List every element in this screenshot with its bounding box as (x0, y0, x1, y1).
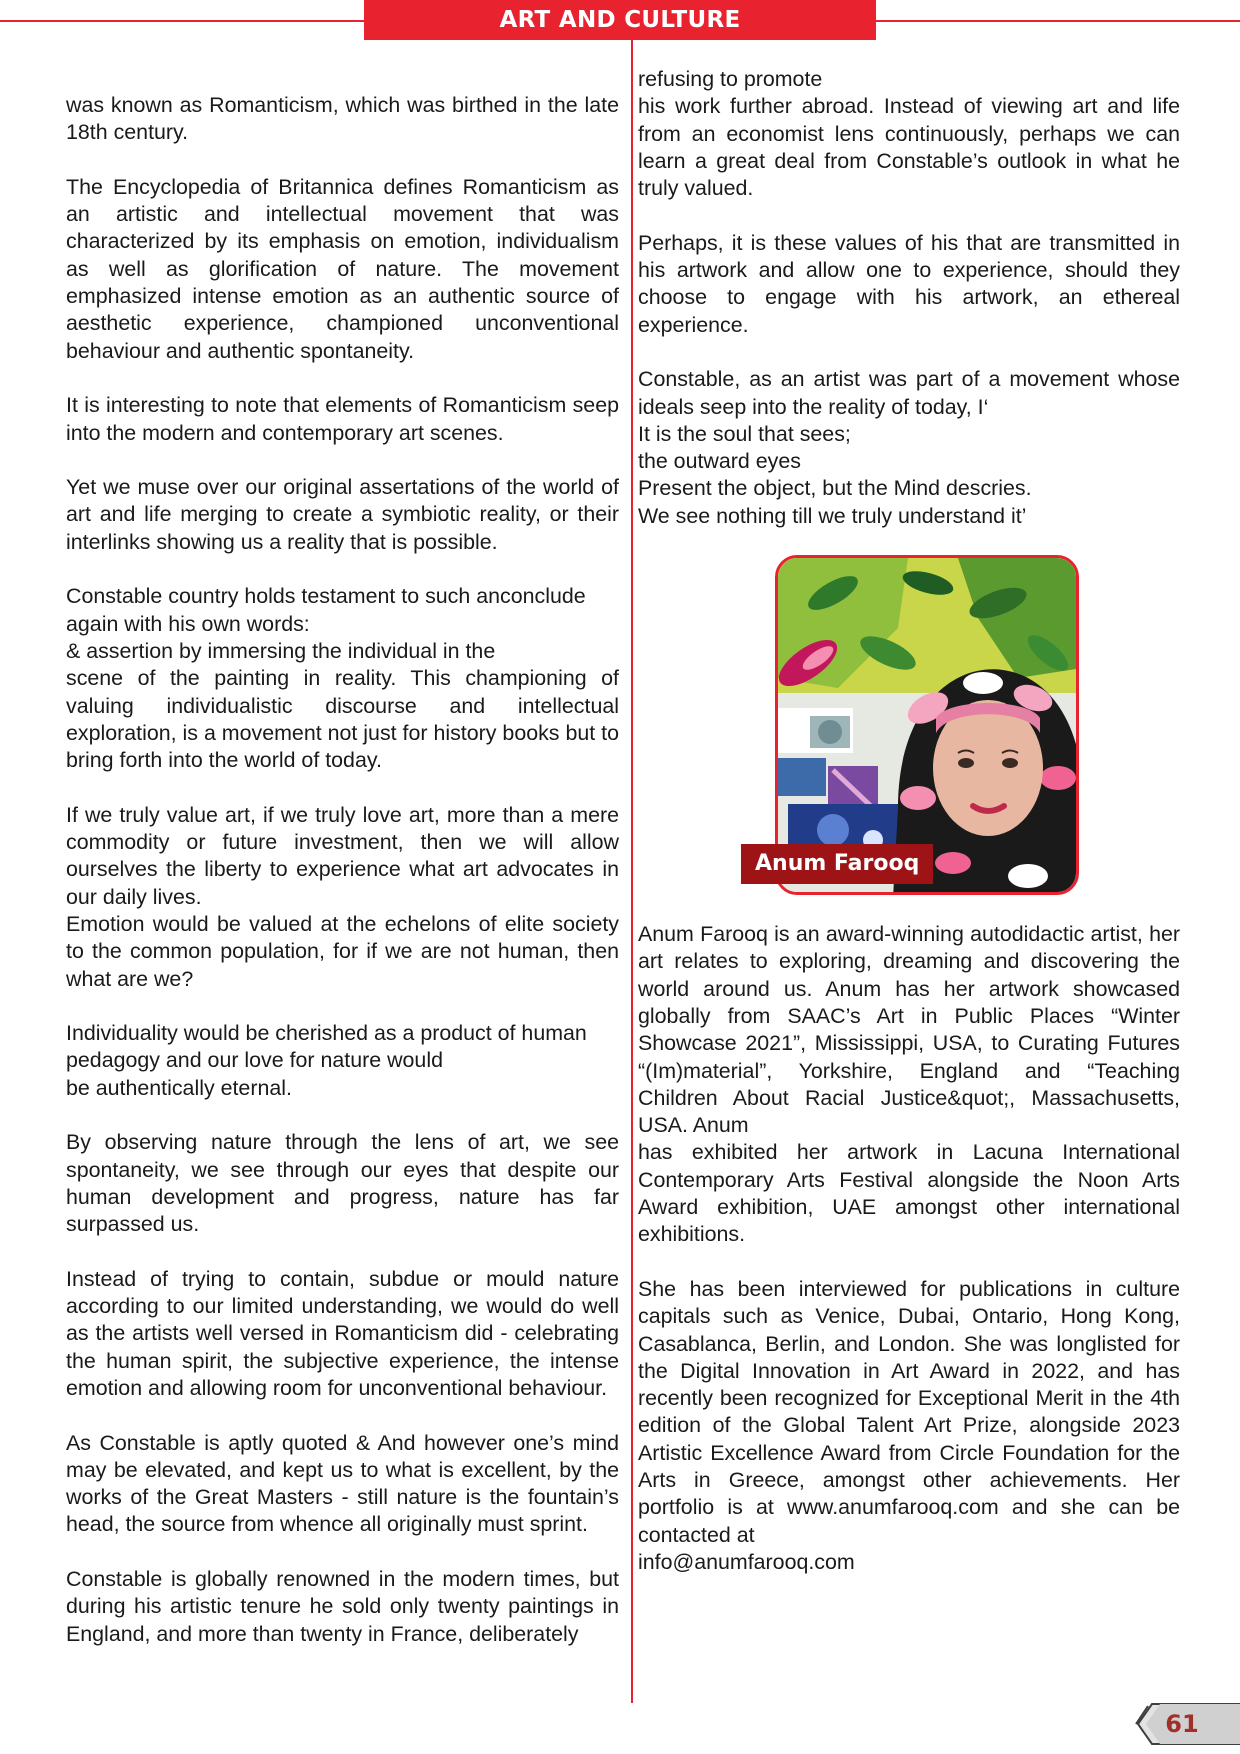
paragraph: If we truly value art, if we truly love art, more than a mere commodity or future investment, then we will allow ourselves the liberty to experience what art advocates in our daily lives. (66, 802, 619, 909)
paragraph: Constable country holds testament to such anconclude again with his own words: (66, 584, 586, 636)
author-photo-block (638, 530, 1180, 895)
paragraph: Constable is globally renowned in the modern times, but during his artistic tenure he sold only twenty paintings in England, and more than twenty in France, deliberately (66, 1567, 619, 1646)
poem-line: It is the soul that sees; (638, 421, 851, 446)
paragraph: Yet we muse over our original assertations of the world of art and life merging to create a symbiotic reality, or their interlinks showing us a reality that is possible. (66, 475, 619, 554)
paragraph: The Encyclopedia of Britannica defines Romanticism as an artistic and intellectual movement that was characterized by its emphasis on emotion, individualism as well as glorification of nature. The movement emphasized intense emotion as an authentic source of aesthetic experience, championed unconventional behaviour and authentic spontaneity. (66, 174, 619, 363)
poem-line: the outward eyes (638, 449, 801, 474)
paragraph: Instead of trying to contain, subdue or mould nature according to our limited understanding, we would do well as the artists well versed in Romanticism did - celebrating the human spirit, the subjective experience, the intense emotion and allowing room for unconventional behaviour. (66, 1266, 619, 1400)
paragraph: Perhaps, it is these values of his that are transmitted in his artwork and allow one to experience, should they choose to engage with his artwork, an ethereal experience. (638, 230, 1180, 337)
section-title: ART AND CULTURE (364, 0, 876, 40)
paragraph: was known as Romanticism, which was birthed in the late 18th century. (66, 93, 619, 145)
paragraph: has exhibited her artwork in Lacuna International Contemporary Arts Festival alongside the Noon Arts Award exhibition, UAE amongst other international exhibitions. (638, 1140, 1180, 1247)
paragraph: & assertion by immersing the individual in the (66, 638, 496, 663)
column-divider (631, 38, 633, 1703)
paragraph: Anum Farooq is an award-winning autodidactic artist, her art relates to exploring, dreaming and discovering the world around us. Anum has her artwork showcased globally from SAAC’s Art in Public Places “Winter Showcase 2021”, Mississippi, USA, to Curating Futures “(Im)material”, Yorkshire, England and “Teaching Children About Racial Justice&quot;, Massachusetts, USA. Anum (638, 922, 1180, 1138)
paragraph: Individuality would be cherished as a product of human pedagogy and our love for nature would (66, 1021, 587, 1073)
left-column (66, 92, 619, 1648)
paragraph: Emotion would be valued at the echelons of elite society to the common population, for if we are not human, then what are we? (66, 911, 619, 991)
header-rule-right (875, 20, 1240, 22)
right-column (638, 66, 1180, 1576)
author-name-tag: Anum Farooq (741, 844, 933, 884)
paragraph: As Constable is aptly quoted & And however one’s mind may be elevated, and kept us to what is excellent, by the works of the Great Masters - still nature is the fountain’s head, the source from whence all originally must sprint. (66, 1430, 619, 1537)
paragraph: Constable, as an artist was part of a movement whose ideals seep into the reality of today, I‘ (638, 367, 1180, 419)
paragraph: scene of the painting in reality. This championing of valuing individualistic discourse and intellectual exploration, is a movement not just for history books but to bring forth into the world of today. (66, 666, 619, 773)
contact-email: info@anumfarooq.com (638, 1549, 855, 1574)
paragraph: refusing to promote (638, 67, 823, 91)
poem-line: We see nothing till we truly understand it’ (638, 503, 1027, 528)
paragraph: By observing nature through the lens of art, we see spontaneity, we see through our eyes that despite our human development and progress, nature has far surpassed us. (66, 1130, 619, 1237)
paragraph: be authentically eternal. (66, 1075, 292, 1100)
paragraph: It is interesting to note that elements of Romanticism seep into the modern and contemporary art scenes. (66, 393, 619, 445)
paragraph: She has been interviewed for publications in culture capitals such as Venice, Dubai, Ontario, Hong Kong, Casablanca, Berlin, and London. She was longlisted for the Digital Innovation in Art Award in 2022, and has recently been recognized for Exceptional Merit in the 4th edition of the Global Talent Art Prize, alongside 2023 Artistic Excellence Award from Circle Foundation for the Arts in Greece, amongst other achievements. Her portfolio is at www.anumfarooq.com and she can be contacted at (638, 1276, 1180, 1547)
poem-line: Present the object, but the Mind descries. (638, 476, 1032, 501)
header-rule-left (0, 20, 365, 22)
quote-poem (638, 421, 1180, 530)
page-number: 61 (1165, 1710, 1199, 1738)
paragraph: his work further abroad. Instead of viewing art and life from an economist lens continuously, perhaps we can learn a great deal from Constable’s outlook in what he truly valued. (638, 94, 1180, 201)
